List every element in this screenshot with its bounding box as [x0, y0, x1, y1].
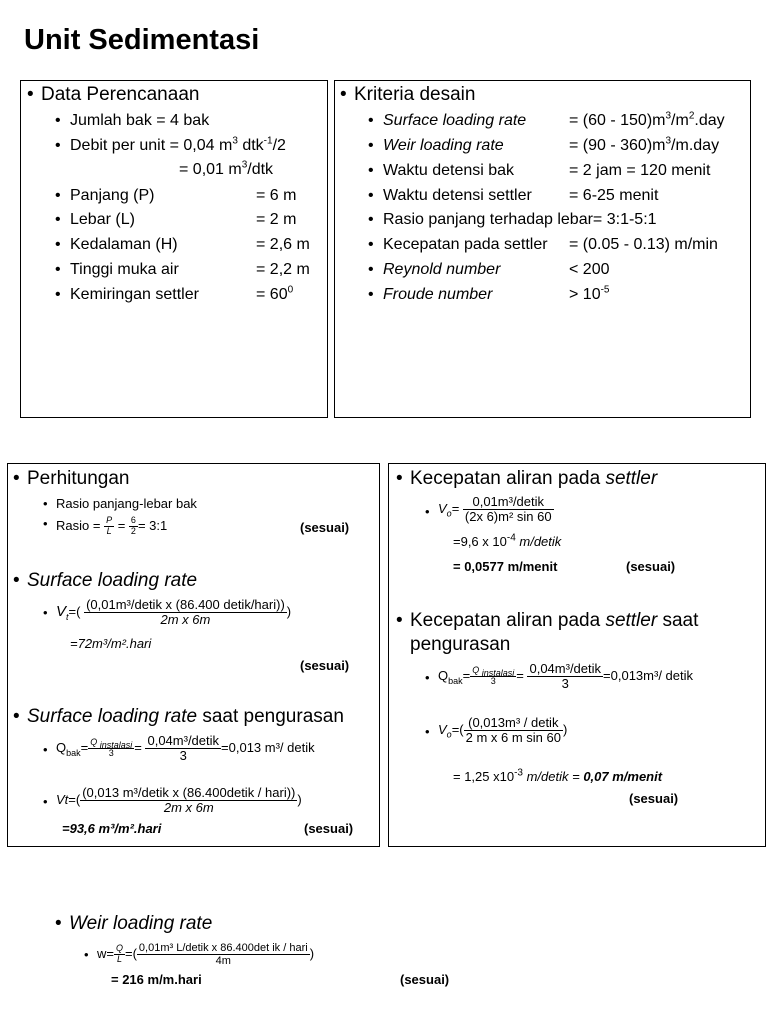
jumlah-bak: • Jumlah bak = 4 bak — [55, 112, 210, 129]
slr-pengurasan-heading: • Surface loading rate saat pengurasan — [13, 706, 344, 727]
vo2-formula: • $V_o=$( $\frac{\text{(0,013m³ / detik}}{\text{2 m x 6 m sin 60}}$ ) — [425, 715, 568, 746]
slr-heading: • Surface loading rate — [13, 570, 198, 591]
debit-per-unit: • Debit per unit = 0,04 $m^3$ dtk$^{-1}$/2 — [55, 135, 286, 154]
kriteria-waktu-detensi-bak: • Waktu detensi bak = 2 jam = 120 menit — [368, 162, 711, 179]
kecepatan-pengurasan-heading: • Kecepatan aliran pada settler saat — [396, 610, 699, 631]
vt-sesuai: (sesuai) — [300, 658, 350, 673]
page-title: Unit Sedimentasi — [24, 24, 260, 56]
perhitungan-heading: • Perhitungan — [13, 468, 130, 489]
kriteria-kecepatan-settler: • Kecepatan pada settler = (0.05 - 0.13) m/min — [368, 236, 718, 253]
tinggi-muka-air: • Tinggi muka air = 2,2 m — [55, 261, 310, 278]
perhitungan-box — [7, 463, 380, 847]
panjang: • Panjang (P) = 6 m — [55, 187, 297, 204]
qbak2-formula: • $Q_{bak}=$ $\frac{Q _{instalasi}}{3}$ = $\frac{\text{0,04m³/detik}}{3}$ =0,013m³/ detik — [425, 661, 693, 692]
vt-result: =72m³/m².hari — [70, 636, 152, 651]
kriteria-desain-box — [334, 80, 751, 418]
lebar: • Lebar (L) = 2 m — [55, 211, 297, 228]
debit-per-unit-line2: = 0,01 $m^3$/dtk — [179, 159, 274, 178]
kecepatan-heading: • Kecepatan aliran pada settler — [396, 468, 658, 489]
vt-formula: • $V_t=$( $\frac{\text{(0,01m³/detik x (86.400 detik/hari))}}{\text{2m x 6m}}$ ) — [43, 597, 292, 628]
data-perencanaan-heading: • Data Perencanaan — [27, 84, 200, 105]
kriteria-weir-loading-rate: • Weir loading rate = $(90 - 360)m^3/m.day$ — [368, 135, 720, 154]
kriteria-froude-number: • Froude number > $10^{-5}$ — [368, 284, 610, 303]
vo-sesuai: (sesuai) — [626, 559, 676, 574]
rasio-panjang-lebar-label: • Rasio panjang-lebar bak — [43, 496, 197, 511]
vo-result-1: =9,6 x $10^{-4}$ m/detik — [453, 532, 562, 549]
qbak-formula: • $Q_{bak}=$ $\frac{Q _{instalasi}}{3}$ = $\frac{\text{0,04m³/detik}}{3}$ =0,013 m³/ detik — [43, 733, 315, 764]
kemiringan-settler: • Kemiringan settler = $60^0$ — [55, 284, 294, 303]
kriteria-desain-heading: • Kriteria desain — [340, 84, 476, 105]
weir-sesuai: (sesuai) — [400, 972, 450, 987]
kedalaman: • Kedalaman (H) = 2,6 m — [55, 236, 310, 253]
vo2-sesuai: (sesuai) — [629, 791, 679, 806]
kecepatan-pengurasan-heading-line2: pengurasan — [410, 634, 511, 655]
kriteria-reynold-number: • Reynold number < 200 — [368, 261, 610, 278]
rasio-sesuai: (sesuai) — [300, 520, 350, 535]
weir-heading: • Weir loading rate — [55, 913, 213, 934]
kriteria-waktu-detensi-settler: • Waktu detensi settler = 6-25 menit — [368, 187, 659, 204]
vo2-result: = 1,25 $x10^{-3}$ m/detik = 0,07 m/menit — [453, 767, 663, 784]
vt2-sesuai: (sesuai) — [304, 821, 354, 836]
weir-formula: • w= $\frac{Q}{L}$ =( $\frac{\text{0,01m³ L/detik x 86.400det ik / hari}}{4m}$ ) — [84, 942, 315, 968]
vo-formula: • $V_o=$ $\frac{\text{0,01m³/detik}}{\text{(2x 6)m² sin 60}}$ — [425, 494, 552, 525]
weir-result: = 216 m/m.hari — [111, 972, 202, 987]
vo-result-2: = 0,0577 m/menit — [453, 559, 558, 574]
kecepatan-aliran-box — [388, 463, 766, 847]
kriteria-rasio: • Rasio panjang terhadap lebar= 3:1-5:1 — [368, 211, 657, 228]
vt2-result: =93,6 m³/m².hari — [62, 821, 162, 836]
data-perencanaan-box — [20, 80, 328, 418]
rasio-formula: • Rasio = $\frac{P}{L}$ = $\frac{6}{2}$ = 3:1 — [43, 515, 168, 536]
vt2-formula: • Vt=( $\frac{\text{(0,013 m³/detik x (86.400detik / hari))}}{\text{2m x 6m}}$ ) — [43, 785, 302, 816]
kriteria-surface-loading-rate: • Surface loading rate = $(60 - 150)m^3/m^2.day$ — [368, 110, 725, 129]
